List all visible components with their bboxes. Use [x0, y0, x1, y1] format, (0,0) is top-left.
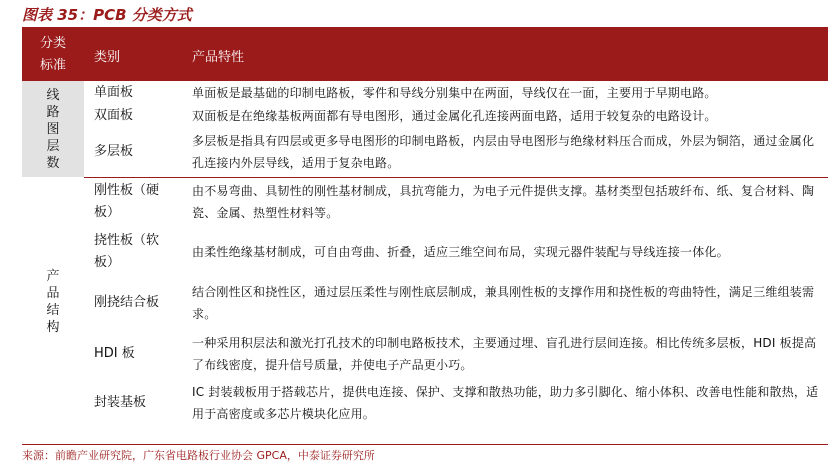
- category-cell: 刚性板（硬板）: [94, 183, 160, 221]
- category-cell: HDI 板: [94, 346, 135, 361]
- pcb-classification-table: [22, 29, 828, 427]
- category-cell: 单面板: [94, 85, 134, 100]
- table-row: [22, 379, 828, 427]
- description-cell: 双面板是在绝缘基板两面都有导电图形，通过金属化孔连接两面电路，适用于较复杂的电路设计。: [192, 109, 717, 123]
- header-category: 类别: [84, 29, 180, 81]
- category-cell: 双面板: [94, 108, 134, 123]
- description-cell: 一种采用积层法和激光打孔技术的印制电路板技术，主要通过埋、盲孔进行层间连接。相比传统多层板，HDI 板提高了布线密度，提升信号质量，并使电子产品更小巧。: [192, 336, 817, 372]
- table-row: [22, 177, 828, 227]
- table-row: [22, 127, 828, 177]
- table-row: [22, 105, 828, 127]
- description-cell: 多层板是指具有四层或更多导电图形的印制电路板，内层由导电图形与绝缘材料压合而成，外层为铜箔，通过金属化孔连接内外层导线，适用于复杂电路。: [180, 127, 828, 177]
- header-classification-standard: [22, 29, 84, 81]
- group-label-structure: 产品结构: [46, 269, 60, 335]
- header-product-features: 产品特性: [180, 29, 828, 81]
- header-classification-standard-text: 分类 标准: [39, 36, 66, 73]
- chart-title: 图表 35：PCB 分类方式: [22, 6, 192, 24]
- description-cell: 由柔性绝缘基材制成，可自由弯曲、折叠，适应三维空间布局，实现元器件装配与导线连接一体化。: [192, 245, 729, 259]
- table-row: [22, 329, 828, 379]
- source-divider: [22, 444, 828, 445]
- table-row: [22, 277, 828, 329]
- category-cell: 挠性板（软板）: [94, 233, 160, 270]
- description-cell: 单面板是最基础的印制电路板，零件和导线分别集中在两面，导线仅在一面，主要用于早期电路。: [192, 86, 717, 100]
- table-row: [22, 81, 828, 105]
- description-cell: 由不易弯曲、具韧性的刚性基材制成，具抗弯能力，为电子元件提供支撑。基材类型包括玻纤布、纸、复合材料、陶瓷、金属、热塑性材料等。: [192, 184, 815, 221]
- description-cell: 结合刚性区和挠性区，通过层压柔性与刚性底层制成，兼具刚性板的支撑作用和挠性板的弯曲特性，满足三维组装需求。: [192, 285, 815, 321]
- group-label-layers: 线路图层数: [22, 81, 84, 177]
- category-cell: 多层板: [84, 127, 180, 177]
- category-cell: 封装基板: [94, 395, 147, 410]
- source-note: 来源：前瞻产业研究院，广东省电路板行业协会 GPCA，中泰证券研究所: [22, 449, 375, 462]
- table-header-row: [22, 29, 828, 81]
- category-cell: 刚挠结合板: [94, 295, 160, 310]
- description-cell: IC 封装载板用于搭载芯片，提供电连接、保护、支撑和散热功能，助力多引脚化、缩小体积、改善电性能和散热，适用于高密度或多芯片模块化应用。: [192, 385, 819, 421]
- table-row: [22, 227, 828, 277]
